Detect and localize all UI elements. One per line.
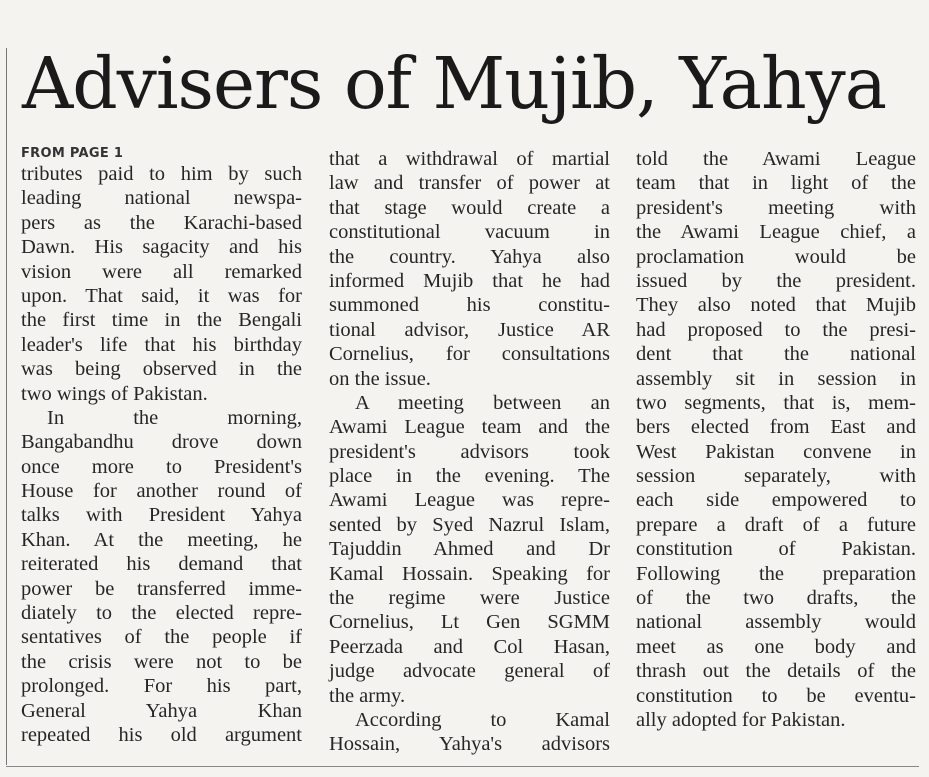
- text-line: assembly sit in session in: [636, 367, 916, 390]
- text-line: reiterated his demand that: [21, 553, 302, 576]
- text-line: prepare a draft of a future: [636, 513, 916, 536]
- text-line: House for another round of: [21, 480, 302, 503]
- text-line: session separately, with: [636, 465, 916, 488]
- text-line: Dawn. His sagacity and his: [21, 236, 302, 259]
- text-line: Awami League was repre-: [329, 489, 610, 512]
- text-line: law and transfer of power at: [329, 172, 610, 195]
- text-line: the country. Yahya also: [329, 245, 610, 268]
- text-line: Awami League team and the: [329, 416, 610, 439]
- text-line: judge advocate general of: [329, 660, 610, 683]
- text-line: president's meeting with: [636, 196, 916, 219]
- text-line: Bangabandhu drove down: [21, 431, 302, 454]
- headline: Advisers of Mujib, Yahya: [22, 42, 887, 125]
- text-line: Cornelius, for consultations: [329, 343, 610, 366]
- text-line: proclamation would be: [636, 245, 916, 268]
- text-line: that stage would create a: [329, 196, 610, 219]
- text-line: the crisis were not to be: [21, 650, 302, 673]
- text-line: issued by the president.: [636, 269, 916, 292]
- text-line: Cornelius, Lt Gen SGMM: [329, 611, 610, 634]
- text-line: Kamal Hossain. Speaking for: [329, 562, 610, 585]
- text-line: informed Mujib that he had: [329, 269, 610, 292]
- text-line: president's advisors took: [329, 440, 610, 463]
- text-line: Peerzada and Col Hasan,: [329, 635, 610, 658]
- text-line: bers elected from East and: [636, 416, 916, 439]
- text-line: Khan. At the meeting, he: [21, 528, 302, 551]
- text-line: vision were all remarked: [21, 260, 302, 283]
- text-line: ally adopted for Pakistan.: [636, 708, 846, 731]
- text-line: According to Kamal: [355, 708, 610, 731]
- article-column-2: [329, 147, 610, 757]
- text-line: two wings of Pakistan.: [21, 382, 208, 405]
- column-2-text: [329, 147, 610, 757]
- text-line: tional advisor, Justice AR: [329, 318, 610, 341]
- text-line: on the issue.: [329, 367, 431, 390]
- text-line: the regime were Justice: [329, 587, 610, 610]
- text-line: sented by Syed Nazrul Islam,: [329, 513, 610, 536]
- column-1-text: [21, 162, 302, 747]
- text-line: General Yahya Khan: [21, 699, 302, 722]
- text-line: diately to the elected repre-: [21, 602, 302, 625]
- text-line: each side empowered to: [636, 489, 916, 512]
- text-line: that a withdrawal of martial: [329, 148, 610, 170]
- text-line: Tajuddin Ahmed and Dr: [329, 538, 610, 561]
- text-line: West Pakistan convene in: [636, 440, 916, 463]
- text-line: the first time in the Bengali: [21, 309, 302, 332]
- text-line: repeated his old argument: [21, 723, 302, 746]
- text-line: thrash out the details of the: [636, 660, 916, 683]
- text-line: leader's life that his birthday: [21, 333, 302, 356]
- text-line: of the two drafts, the: [636, 587, 916, 610]
- text-line: team that in light of the: [636, 172, 916, 195]
- text-line: dent that the national: [636, 343, 916, 366]
- column-3-text: [636, 147, 916, 732]
- column-rule-bottom: [6, 766, 919, 767]
- text-line: In the morning,: [47, 406, 302, 429]
- text-line: Hossain, Yahya's advisors: [329, 733, 610, 756]
- article-column-3: [636, 147, 916, 732]
- text-line: constitution to be eventu-: [636, 684, 916, 707]
- text-line: power be transferred imme-: [21, 577, 302, 600]
- text-line: national assembly would: [636, 611, 916, 634]
- text-line: two segments, that is, mem-: [636, 391, 916, 414]
- text-line: talks with President Yahya: [21, 504, 302, 527]
- text-line: the Awami League chief, a: [636, 221, 916, 244]
- text-line: Following the preparation: [636, 562, 916, 585]
- text-line: place in the evening. The: [329, 465, 610, 488]
- text-line: once more to President's: [21, 455, 302, 478]
- text-line: leading national newspa-: [21, 187, 302, 210]
- text-line: summoned his constitu-: [329, 294, 610, 317]
- text-line: told the Awami League: [636, 148, 916, 170]
- text-line: was being observed in the: [21, 358, 302, 381]
- text-line: They also noted that Mujib: [636, 294, 916, 317]
- kicker-from-page-1: FROM PAGE 1: [21, 146, 124, 161]
- text-line: constitution of Pakistan.: [636, 538, 916, 561]
- text-line: upon. That said, it was for: [21, 284, 302, 307]
- text-line: had proposed to the presi-: [636, 318, 916, 341]
- text-line: A meeting between an: [355, 391, 610, 414]
- text-line: the army.: [329, 684, 406, 707]
- article-column-1: [21, 147, 302, 747]
- text-line: prolonged. For his part,: [21, 675, 302, 698]
- text-line: constitutional vacuum in: [329, 221, 610, 244]
- text-line: pers as the Karachi-based: [21, 211, 302, 234]
- text-line: sentatives of the people if: [21, 626, 302, 649]
- column-rule-left: [6, 48, 7, 765]
- text-line: tributes paid to him by such: [21, 163, 302, 185]
- text-line: meet as one body and: [636, 635, 916, 658]
